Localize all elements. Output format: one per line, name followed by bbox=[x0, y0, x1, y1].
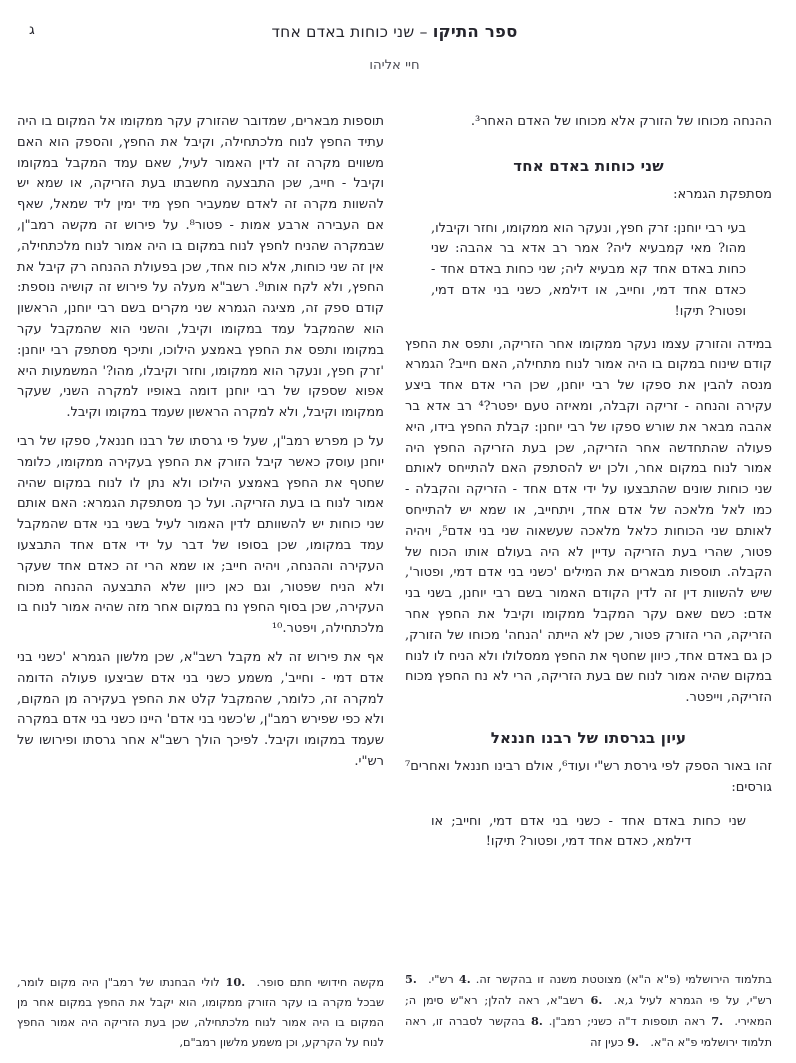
book-title: ספר התיקו bbox=[432, 22, 518, 41]
gemara-quote-2: שני כחות באדם אחד - כשני בני אדם דמי, וחייב; או דילמא, כאדם אחד דמי, ופטור? תיקו! bbox=[431, 813, 746, 850]
page-number-letter: ג bbox=[29, 22, 35, 38]
running-title bbox=[17, 20, 772, 41]
footnotes-block-left: מקשה חידושי חתם סופר. 10. לולי הבחנתו של רמב"ן היה מקום לומר, שבכל מקרה בו עקר הזורק ממקומו, הוא יקבל את החפץ במקום אחר מן המקום בו היה אמור לנוח מלכתחילה, שכן בעת הזריקה היה אמור החפץ לנוח על הקרקע, וכן משמע מלשון רמב"ם, bbox=[17, 975, 384, 1049]
left-column bbox=[17, 112, 384, 1053]
two-column-layout bbox=[17, 112, 772, 1053]
page-header bbox=[17, 20, 772, 98]
gemara-quote-1: בעי רבי יוחנן: זרק חפץ, ונעקר הוא ממקומו, וחזר וקיבלו, מהו? מאי קמבעיא ליה? אמר רב אדא בר אהבה: שני כחות באדם אחד קא מבעיא ליה; שני כחות באדם אחד - כאדם אחד דמי, וחייב, או דילמא, כשני בני אדם דמי, ופטור? תיקו! bbox=[431, 220, 746, 319]
right-column bbox=[405, 112, 772, 1053]
section-heading-rabbenu-chananel: עיון בגרסתו של רבנו חננאל bbox=[490, 728, 687, 747]
gemara-lead-in: מסתפקת הגמרא: bbox=[673, 186, 772, 202]
section-heading-two-forces: שני כוחות באדם אחד bbox=[513, 156, 664, 175]
intro-continuation-paragraph: ההנחה מכוחו של הזורק אלא מכוחו של האדם האחר³. bbox=[470, 114, 772, 129]
footnotes-block-right: בתלמוד הירושלמי (פ"א ה"א) מצוטטת משנה זו בהקשר זה. 4. רש"י. 5. רש"י, על פי הגמרא לעיל ג,א. 6. רשב"א, ראה להלן; רא"ש סימן ה; המאירי. 7. ראה תוספות ד"ה כשני; רמב"ן. 8. בהקשר לסברה זו, ראה תלמוד ירושלמי פ"א ה"א. 9. כעין זה bbox=[405, 972, 772, 1049]
tractate-subtitle: חיי אליהו bbox=[369, 58, 420, 73]
girsa-intro-paragraph: זהו באור הספק לפי גירסת רש"י ועוד⁶, אולם רבינו חננאל ואחרים⁷ גורסים: bbox=[405, 758, 772, 795]
ramban-explanation-paragraph: על כן מפרש רמב"ן, שעל פי גרסתו של רבנו חננאל, ספקו של רבי יוחנן עוסק כאשר קיבל הזורק את החפץ בעקירה ממקומו, כלומר שחטף את החפץ באמצע הילוכו ולא נתן לו לנוח במקום שהיה אמור לנוח בו בעת הזריקה. ועל כך מסתפקת הגמרא: האם אותם שני כוחות יש להשוותם לדין האמור לעיל בשני בני אדם שהמקבל עמד במקומו, שכן בסופו של דבר על ידי אדם אחד התבצעו העקירה וההנחה, ויהיה חייב; או שמא הרי זה כאדם אחד שעקר ולא הניח שפטור, וגם כאן כיוון שלא התבצעה ההנחה מכוח העקירה, שכן בסוף החפץ נח במקום אחר מזה שהיה אמור לנוח בו מלכתחילה, ויפטר.¹⁰ bbox=[17, 433, 384, 637]
chapter-title: – שני כוחות באדם אחד bbox=[271, 23, 433, 41]
tosafot-explanation-paragraph: תוספות מבארים, שמדובר שהזורק עקר ממקומו אל המקום בו היה עתיד החפץ לנוח מלכתחילה, וקיבל את החפץ, והספק הוא האם משווים מקרה זה לדין האמור לעיל, שאם עמד המקבל במקומו וקיבל - חייב, שכן התבצעה מחשבתו בעת הזריקה, או שמא יש להשוות מקרה זה לאדם שמעביר חפץ מיד ימין ליד שמאל, שאף אם העבירה ארבע אמות - פטור⁸. על פירוש זה מקשה רמב"ן, שבמקרה שהניח לחפץ לנוח במקום בו היה אמור לנוח מלכתחילה, אין זה שני כוחות, אלא כוח אחד, שכן בפעולת ההנחה רק קיבל את החפץ, ולא לקח אותו⁹. רשב"א מעלה על פירוש זה קושיה נוספת: קודם ספק זה, מציגה הגמרא שני מקרים בשם רבי יוחנן, הראשון הוא שהמקבל עמד במקומו וקיבל, והשני הוא שהמקבל עקר במקומו ותפס את החפץ באמצע הילוכו, ותיכף מסתפק רבי יוחנן: 'זרק חפץ, ונעקר הוא ממקומו, וחזר וקיבלו, מהו?' המשמעות היא אפוא שספקו של רבי יוחנן דומה באופיו למקרה השני, שעקר ממקומו וקיבל, ולא למקרה הראשון שעמד במקומו וקיבל. bbox=[17, 114, 384, 421]
discussion-paragraph: במידה והזורק עצמו נעקר ממקומו אחר הזריקה, ותפס את החפץ קודם שינוח במקום בו היה אמור לנוח מתחילה, האם חייב? הגמרא מנסה להבין את ספקו של רבי יוחנן, שכן הרי אדם אחד ביצע עקירה והנחה - זריקה וקבלה, ומאיזה טעם יפטר?⁴ רב אדא בר אהבה מבאר את שורש ספקו של רבי יוחנן: קבלת החפץ בידו, היא פעולה שהתחדשה אחר הזריקה, שכן בעת הזריקה החפץ היה אמור לנוח במקום אחר, ולכן יש להסתפק האם להתייחס לאותם שני כוחות שונים שהתבצעו על ידי אדם אחד - הזריקה והקבלה - כמו לאל מלאכה של אדם אחד, ויתחייב, או שמא יש להתייחס לאותם שני הכוחות כלאל מלאכה שעשאוה שני בני אדם⁵, ויהיה פטור, שהרי בעת הזריקה עדיין לא היה בעולם אותו הכוח של הקבלה. תוספות מבארים את המילים 'כשני בני אדם דמי, ופטור', שיש להשוות דין זה לדין הקודם האמור בשם רבי יוחנן, בשני בני אדם: כשם שאם עקר המקבל ממקומו וקיבל את החפץ אחר הזריקה, הרי הזורק פטור, שכן לא הייתה 'הנחה' מכוחו של הזורק, כן גם באדם אחד, כיוון שחטף את החפץ ממסלולו ולא הניח לו לנוח במקום שהיה אמור לנוח שם בעת הזריקה, הרי לא נח החפץ מכוח הזריקה, וייפטר. bbox=[405, 336, 772, 706]
rashba-conclusion-paragraph: אף את פירוש זה לא מקבל רשב"א, שכן מלשון הגמרא 'כשני בני אדם דמי - וחייב', משמע כשני בני אדם שביצעו פעולה הדומה למקרה זה, כלומר, שהמקבל קלט את החפץ בעקירה מן המקום, ולא כפי שפירש רמב"ן, ש'כשני בני אדם' היינו כשני בני אדם במקרה שעמד במקומו וקיבל. לפיכך הולך רשב"א אחר גרסתו ופירושו של רש"י. bbox=[17, 649, 384, 769]
